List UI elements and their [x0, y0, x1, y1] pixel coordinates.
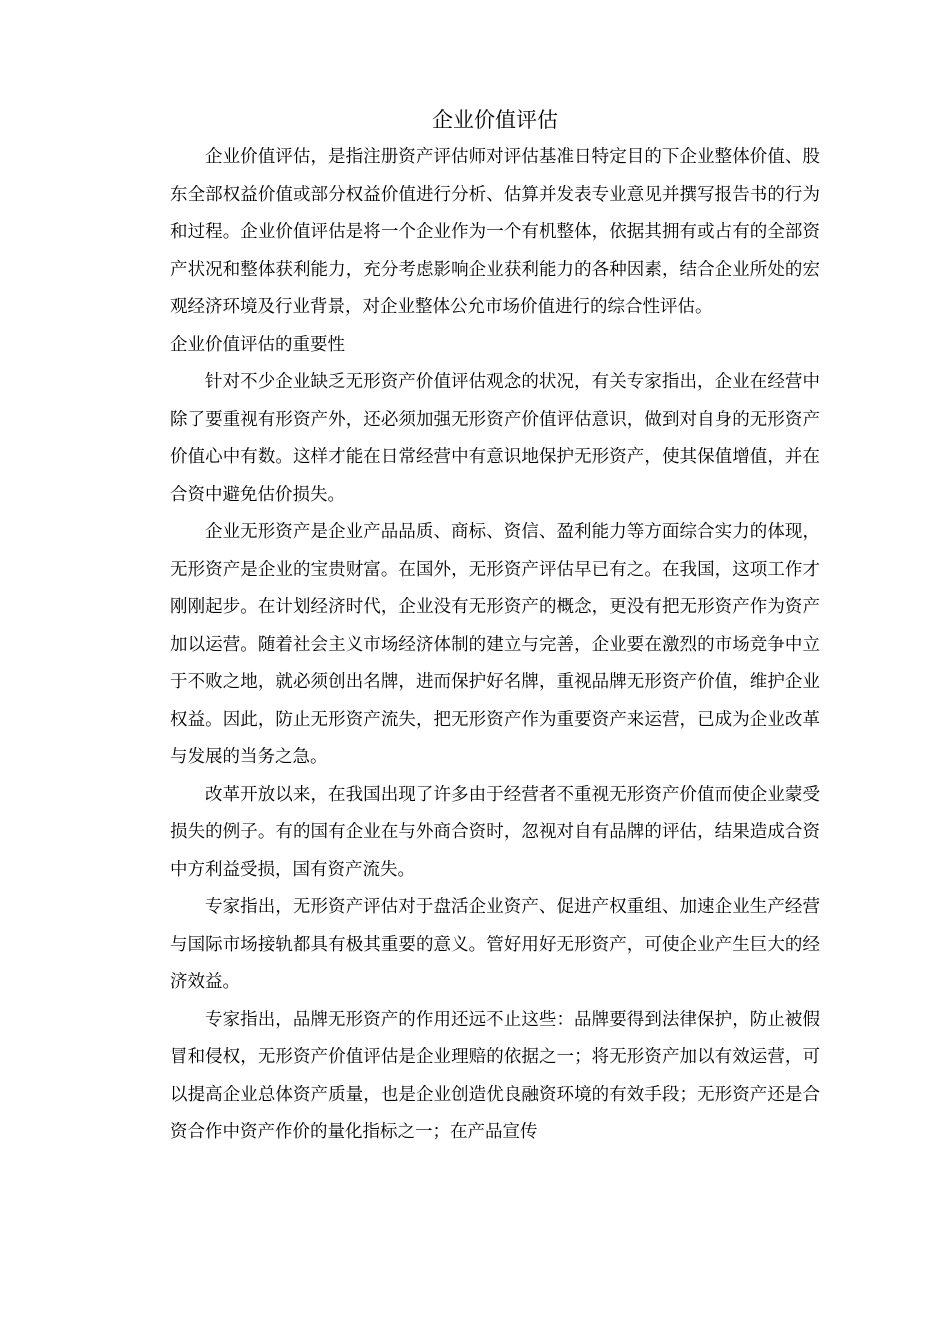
intro-paragraph: 企业价值评估，是指注册资产评估师对评估基准日特定目的下企业整体价值、股东全部权益价值或部分权益价值进行分析、估算并发表专业意见并撰写报告书的行为和过程。企业价值评估是将一个企业作为一个有机整体，依据其拥有或占有的全部资产状况和整体获利能力，充分考虑影响企业获利能力的各种因素，结合企业所处的宏观经济环境及行业背景，对企业整体公允市场价值进行的综合性评估。: [170, 147, 820, 317]
document-page: [170, 101, 820, 1152]
body-paragraph-5: 专家指出，品牌无形资产的作用还远不止这些：品牌要得到法律保护，防止被假冒和侵权，无形资产价值评估是企业理赔的依据之一；将无形资产加以有效运营，可以提高企业总体资产质量，也是企业创造优良融资环境的有效手段；无形资产还是合资合作中资产作价的量化指标之一；在产品宣传: [170, 1009, 820, 1142]
section-heading: 企业价值评估的重要性: [170, 334, 345, 355]
body-paragraph-2: 企业无形资产是企业产品品质、商标、资信、盈利能力等方面综合实力的体现，无形资产是企业的宝贵财富。在国外，无形资产评估早已有之。在我国，这项工作才刚刚起步。在计划经济时代，企业没有无形资产的概念，更没有把无形资产作为资产加以运营。随着社会主义市场经济体制的建立与完善，企业要在激烈的市场竞争中立于不败之地，就必须创出名牌，进而保护好名牌，重视品牌无形资产价值，维护企业权益。因此，防止无形资产流失，把无形资产作为重要资产来运营，已成为企业改革与发展的当务之急。: [170, 522, 820, 767]
body-paragraph-4: 专家指出，无形资产评估对于盘活企业资产、促进产权重组、加速企业生产经营与国际市场接轨都具有极其重要的意义。管好用好无形资产，可使企业产生巨大的经济效益。: [170, 897, 820, 992]
body-paragraph-1: 针对不少企业缺乏无形资产价值评估观念的状况，有关专家指出，企业在经营中除了要重视有形资产外，还必须加强无形资产价值评估意识，做到对自身的无形资产价值心中有数。这样才能在日常经营中有意识地保护无形资产，使其保值增值，并在合资中避免估价损失。: [170, 372, 820, 505]
body-paragraph-3: 改革开放以来，在我国出现了许多由于经营者不重视无形资产价值而使企业蒙受损失的例子。有的国有企业在与外商合资时，忽视对自有品牌的评估，结果造成合资中方利益受损，国有资产流失。: [170, 784, 820, 880]
document-title: 企业价值评估: [432, 108, 558, 132]
